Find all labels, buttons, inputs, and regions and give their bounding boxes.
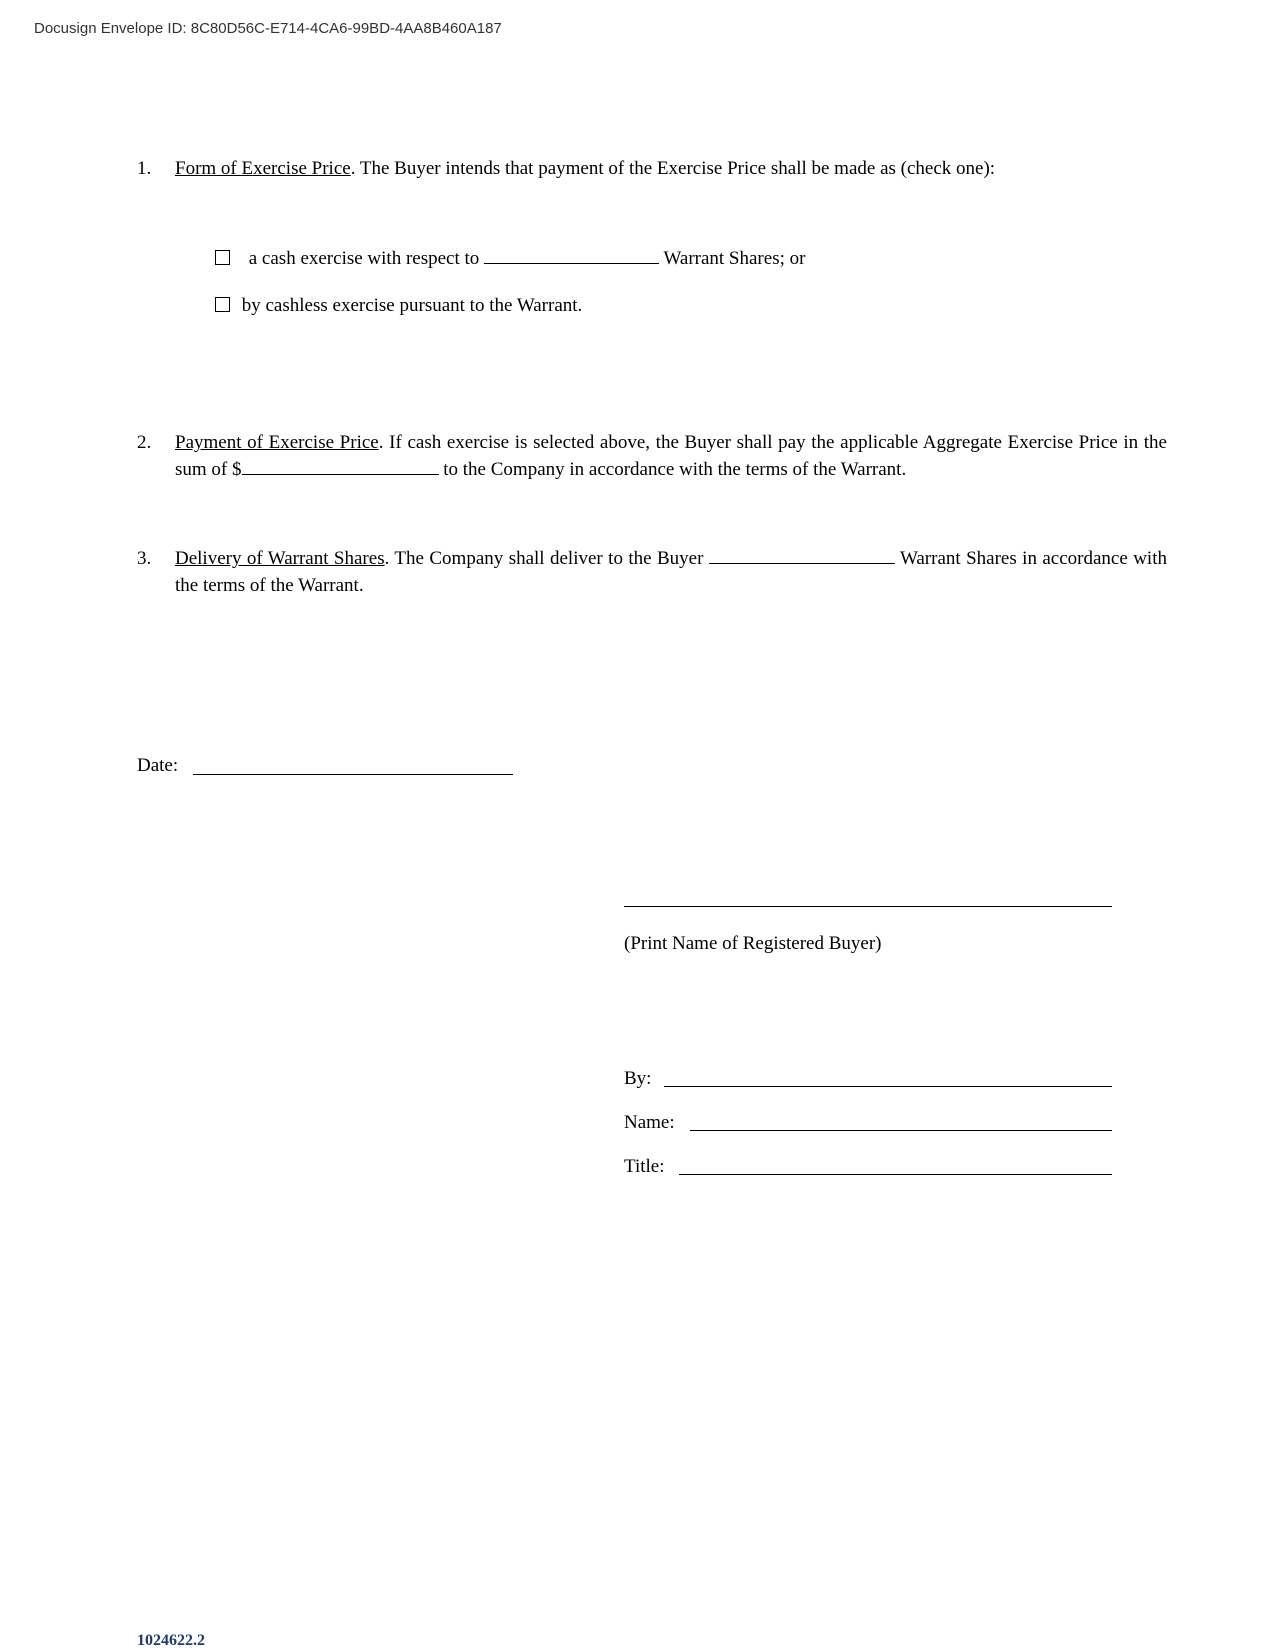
section-2-number: 2.	[137, 432, 152, 453]
section-1-paragraph	[175, 155, 1167, 182]
section-2-text-after: to the Company in accordance with the terms of the Warrant.	[438, 459, 907, 480]
section-3-number: 3.	[137, 548, 152, 569]
print-name-field[interactable]	[624, 906, 1112, 907]
date-label: Date:	[137, 755, 179, 776]
print-name-caption: (Print Name of Registered Buyer)	[624, 933, 882, 954]
section-3-text-after: Warrant Shares in accordance with the terms of the Warrant.	[175, 548, 1167, 596]
cash-warrant-shares-field[interactable]	[484, 245, 659, 264]
option-cash-label-suffix: Warrant Shares; or	[663, 248, 806, 269]
section-1-number: 1.	[137, 158, 152, 179]
envelope-id: Docusign Envelope ID: 8C80D56C-E714-4CA6-99BD-4AA8B460A187	[34, 20, 502, 37]
option-cashless-exercise	[215, 292, 582, 319]
name-label: Name:	[624, 1112, 675, 1133]
section-2-text-before: . If cash exercise is selected above, the Buyer shall pay the applicable Aggregate Exercise Price in the sum of $	[175, 432, 1167, 480]
delivered-warrant-shares-field[interactable]	[709, 545, 895, 564]
section-3-paragraph	[175, 545, 1167, 599]
aggregate-exercise-price-field[interactable]	[242, 456, 439, 475]
title-field[interactable]	[679, 1174, 1112, 1175]
section-1-heading: Form of Exercise Price	[175, 158, 351, 179]
by-signature-field[interactable]	[664, 1086, 1112, 1087]
option-cash-exercise	[215, 245, 805, 272]
section-2-heading: Payment of Exercise Price	[175, 432, 379, 453]
section-1-text: . The Buyer intends that payment of the Exercise Price shall be made as (check one):	[350, 158, 996, 179]
section-3-text-before: . The Company shall deliver to the Buyer	[384, 548, 709, 569]
option-cashless-label: by cashless exercise pursuant to the Warrant.	[241, 295, 583, 316]
option-cash-label: a cash exercise with respect to	[248, 248, 480, 269]
section-3-heading: Delivery of Warrant Shares	[175, 548, 385, 569]
section-2-paragraph	[175, 429, 1167, 483]
date-field[interactable]	[193, 774, 513, 775]
cashless-exercise-checkbox[interactable]	[215, 297, 230, 312]
document-number: 1024622.2	[137, 1632, 205, 1649]
title-label: Title:	[624, 1156, 665, 1177]
cash-exercise-checkbox[interactable]	[215, 250, 230, 265]
name-field[interactable]	[690, 1130, 1112, 1131]
by-label: By:	[624, 1068, 652, 1089]
